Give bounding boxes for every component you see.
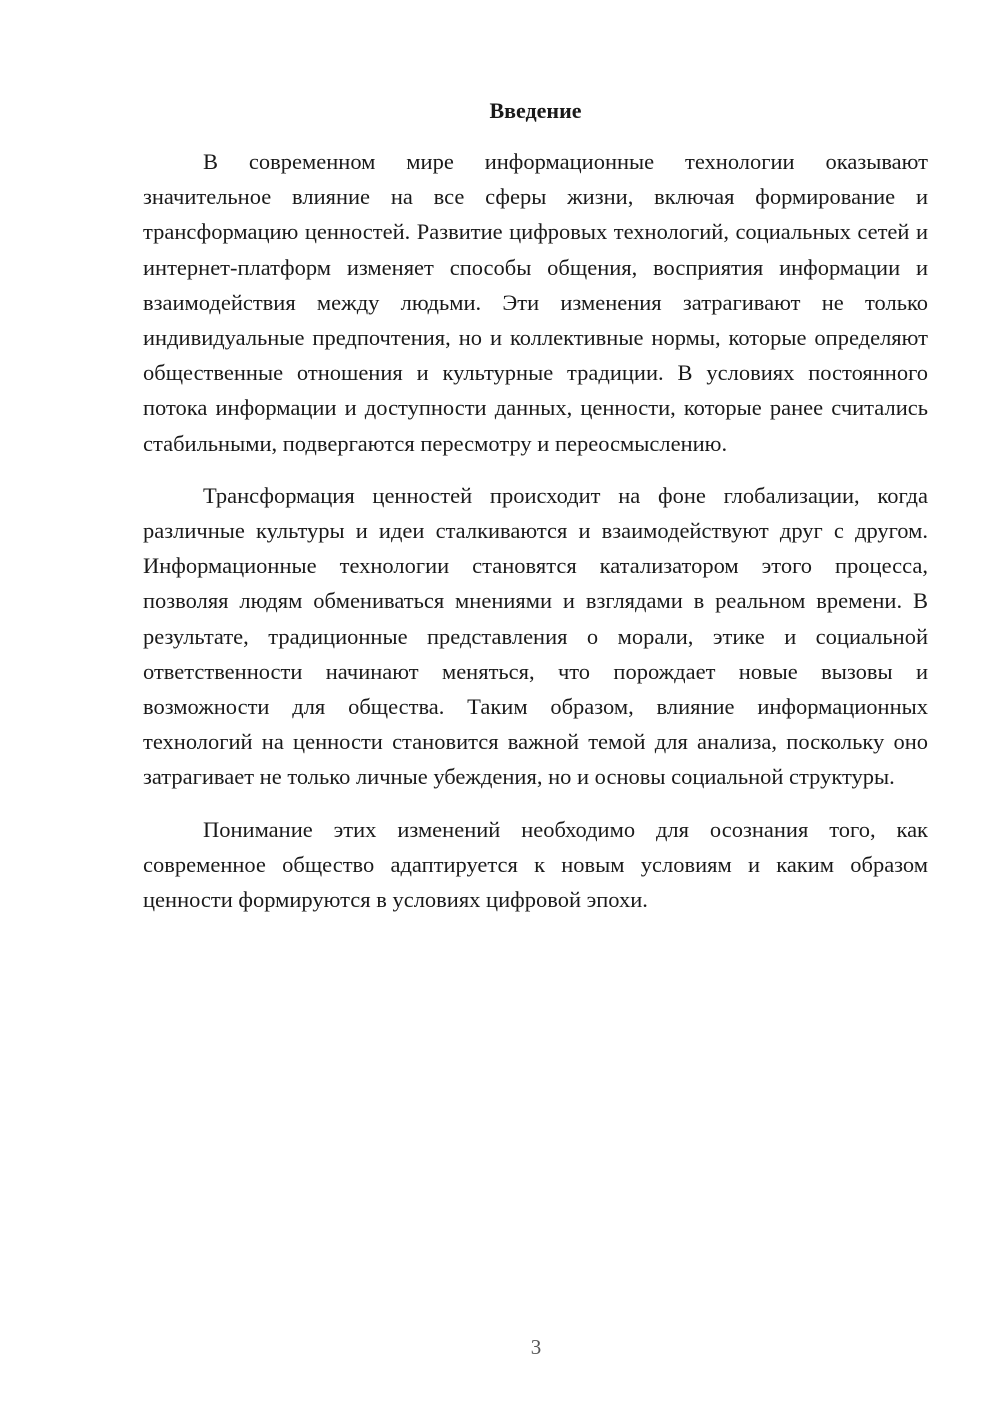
page-content xyxy=(143,96,928,917)
page-number: 3 xyxy=(530,1335,542,1359)
paragraph-3: Понимание этих изменений необходимо для осознания того, как современное общество адаптируется к новым условиям и каким образом ценности формируются в условиях цифровой эпохи. xyxy=(143,816,928,913)
paragraph-2: Трансформация ценностей происходит на фоне глобализации, когда различные культуры и идеи сталкиваются и взаимодействуют друг с другом. Информационные технологии становятся катализатором этого процесса, позволяя людям обмениваться мнениями и взглядами в реальном времени. В результате, традиционные представления о морали, этике и социальной ответственности начинают меняться, что порождает новые вызовы и возможности для общества. Таким образом, влияние информационных технологий на ценности становится важной темой для анализа, поскольку оно затрагивает не только личные убеждения, но и основы социальной структуры. xyxy=(143,482,928,790)
paragraph-1: В современном мире информационные технологии оказывают значительное влияние на все сферы жизни, включая формирование и трансформацию ценностей. Развитие цифровых технологий, социальных сетей и интернет-платформ изменяет способы общения, восприятия информации и взаимодействия между людьми. Эти изменения затрагивают не только индивидуальные предпочтения, но и коллективные нормы, которые определяют общественные отношения и культурные традиции. В условиях постоянного потока информации и доступности данных, ценности, которые ранее считались стабильными, подвергаются пересмотру и переосмыслению. xyxy=(143,149,928,456)
section-title: Введение xyxy=(489,98,582,123)
